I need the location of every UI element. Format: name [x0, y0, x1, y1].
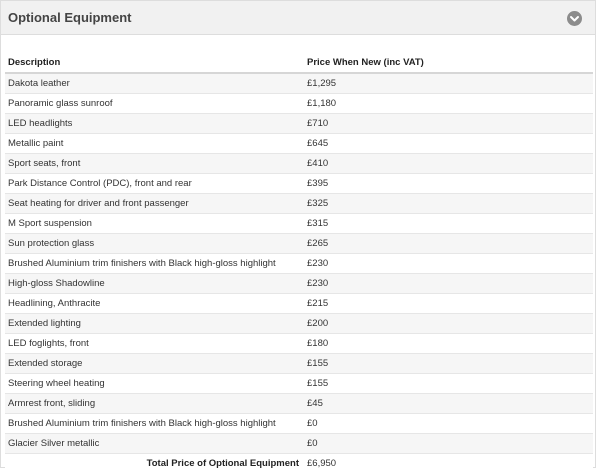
- row-description: Sport seats, front: [5, 154, 304, 174]
- row-price: £180: [304, 334, 593, 354]
- row-description: Glacier Silver metallic: [5, 434, 304, 454]
- table-row: [5, 174, 593, 194]
- table-row: [5, 294, 593, 314]
- row-description: Metallic paint: [5, 134, 304, 154]
- row-description: Park Distance Control (PDC), front and rear: [5, 174, 304, 194]
- row-description: Sun protection glass: [5, 234, 304, 254]
- equipment-rows: [5, 73, 593, 454]
- row-price: £1,295: [304, 73, 593, 94]
- total-value: £6,950: [304, 454, 593, 473]
- row-price: £0: [304, 434, 593, 454]
- table-row: [5, 334, 593, 354]
- row-description: High-gloss Shadowline: [5, 274, 304, 294]
- table-row: [5, 234, 593, 254]
- row-price: £265: [304, 234, 593, 254]
- row-price: £1,180: [304, 94, 593, 114]
- row-price: £230: [304, 274, 593, 294]
- table-row: [5, 134, 593, 154]
- table-row: [5, 274, 593, 294]
- table-row: [5, 374, 593, 394]
- table-header-row: [5, 53, 593, 73]
- row-price: £230: [304, 254, 593, 274]
- table-row: [5, 214, 593, 234]
- table-row: [5, 414, 593, 434]
- total-row: [5, 454, 593, 473]
- row-price: £45: [304, 394, 593, 414]
- panel-title: Optional Equipment: [8, 10, 132, 25]
- equipment-table: [5, 53, 593, 473]
- row-description: Armrest front, sliding: [5, 394, 304, 414]
- total-label: Total Price of Optional Equipment: [5, 454, 304, 473]
- column-header-price: Price When New (inc VAT): [304, 53, 593, 73]
- table-row: [5, 73, 593, 94]
- row-description: Steering wheel heating: [5, 374, 304, 394]
- row-price: £215: [304, 294, 593, 314]
- table-row: [5, 154, 593, 174]
- row-description: Panoramic glass sunroof: [5, 94, 304, 114]
- row-description: Headlining, Anthracite: [5, 294, 304, 314]
- row-price: £315: [304, 214, 593, 234]
- row-price: £325: [304, 194, 593, 214]
- table-row: [5, 434, 593, 454]
- table-row: [5, 94, 593, 114]
- row-description: Extended storage: [5, 354, 304, 374]
- panel-header[interactable]: [1, 1, 595, 35]
- row-description: Brushed Aluminium trim finishers with Black high-gloss highlight: [5, 254, 304, 274]
- table-row: [5, 314, 593, 334]
- row-price: £155: [304, 374, 593, 394]
- row-description: LED headlights: [5, 114, 304, 134]
- table-row: [5, 254, 593, 274]
- table-row: [5, 114, 593, 134]
- row-price: £645: [304, 134, 593, 154]
- chevron-down-icon[interactable]: [567, 11, 582, 26]
- row-description: Dakota leather: [5, 73, 304, 94]
- table-row: [5, 194, 593, 214]
- row-price: £0: [304, 414, 593, 434]
- table-row: [5, 394, 593, 414]
- column-header-description: Description: [5, 53, 304, 73]
- row-description: Seat heating for driver and front passenger: [5, 194, 304, 214]
- row-description: LED foglights, front: [5, 334, 304, 354]
- row-description: Brushed Aluminium trim finishers with Black high-gloss highlight: [5, 414, 304, 434]
- row-description: Extended lighting: [5, 314, 304, 334]
- row-price: £395: [304, 174, 593, 194]
- row-price: £200: [304, 314, 593, 334]
- row-price: £710: [304, 114, 593, 134]
- row-price: £155: [304, 354, 593, 374]
- row-description: M Sport suspension: [5, 214, 304, 234]
- table-row: [5, 354, 593, 374]
- row-price: £410: [304, 154, 593, 174]
